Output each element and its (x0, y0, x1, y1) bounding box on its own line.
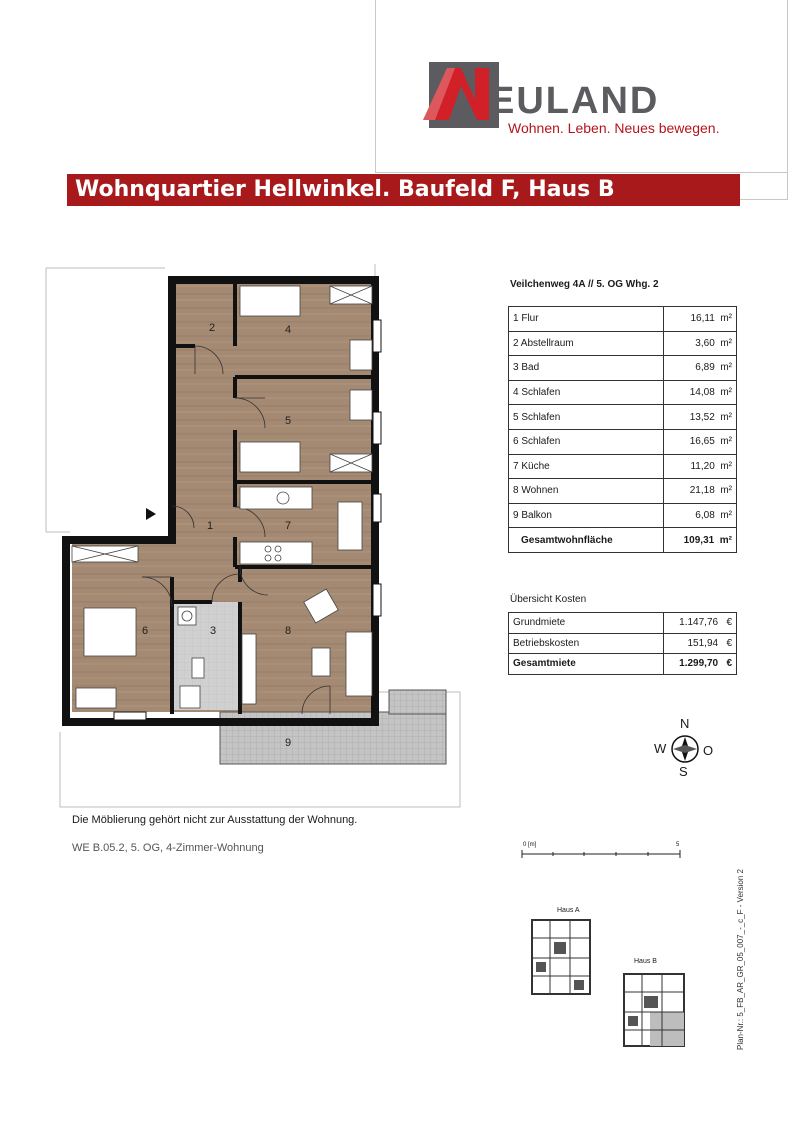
table-row: 6 Schlafen 16,65 m² (509, 429, 737, 454)
table-row: Grundmiete 1.147,76 € (509, 613, 737, 634)
frame-line (375, 172, 787, 173)
page-title: Wohnquartier Hellwinkel. Baufeld F, Haus B (75, 177, 615, 202)
scale-start-label: 0 [m] (523, 842, 537, 848)
scale-end-label: 5 (676, 842, 680, 848)
logo-tagline: Wohnen. Leben. Neues bewegen. (508, 120, 720, 136)
frame-line (740, 199, 788, 200)
plan-number: Plan-Nr.: 5_FB_AR_GR_05_007_-_c_F - Version 2 (736, 869, 745, 1050)
table-row: 4 Schlafen 14,08 m² (509, 380, 737, 405)
table-row: 5 Schlafen 13,52 m² (509, 405, 737, 430)
room-number: 9 (285, 737, 292, 749)
compass-east: O (703, 743, 714, 758)
costs-heading: Übersicht Kosten (510, 594, 587, 605)
cost-table (508, 612, 737, 675)
room-number: 7 (285, 520, 292, 532)
logo-wordmark: EULAND (489, 80, 660, 122)
haus-b-label: Haus B (634, 958, 657, 965)
table-row: 1 Flur 16,11 m² (509, 307, 737, 332)
room-number: 3 (210, 625, 217, 637)
compass-south: S (679, 764, 688, 779)
room-number: 8 (285, 625, 292, 637)
floor-plan-drawing (40, 262, 472, 814)
total-row: Gesamtwohnfläche 109,31 m² (509, 528, 737, 553)
table-row: 3 Bad 6,89 m² (509, 356, 737, 381)
haus-a-plan (526, 918, 594, 998)
area-table (508, 306, 737, 553)
room-number: 5 (285, 415, 292, 427)
total-row: Gesamtmiete 1.299,70 € (509, 654, 737, 675)
compass-west: W (654, 741, 667, 756)
room-number: 1 (207, 520, 214, 532)
furniture-note: Die Möblierung gehört nicht zur Ausstattung der Wohnung. (72, 814, 358, 826)
haus-a-label: Haus A (557, 907, 580, 914)
table-row: 8 Wohnen 21,18 m² (509, 479, 737, 504)
table-row: 7 Küche 11,20 m² (509, 454, 737, 479)
scale-bar-ruler (520, 850, 684, 858)
compass-icon (670, 734, 700, 764)
frame-line (787, 0, 788, 200)
title-banner (67, 174, 740, 206)
room-number: 6 (142, 625, 149, 637)
unit-heading: Veilchenweg 4A // 5. OG Whg. 2 (510, 279, 659, 290)
room-number: 4 (285, 324, 292, 336)
table-row: Betriebskosten 151,94 € (509, 633, 737, 654)
haus-b-plan (620, 970, 688, 1050)
compass-north: N (680, 716, 690, 731)
table-row: 2 Abstellraum 3,60 m² (509, 331, 737, 356)
table-row: 9 Balkon 6,08 m² (509, 503, 737, 528)
room-number: 2 (209, 322, 216, 334)
unit-info: WE B.05.2, 5. OG, 4-Zimmer-Wohnung (72, 842, 264, 854)
frame-line (375, 0, 376, 172)
